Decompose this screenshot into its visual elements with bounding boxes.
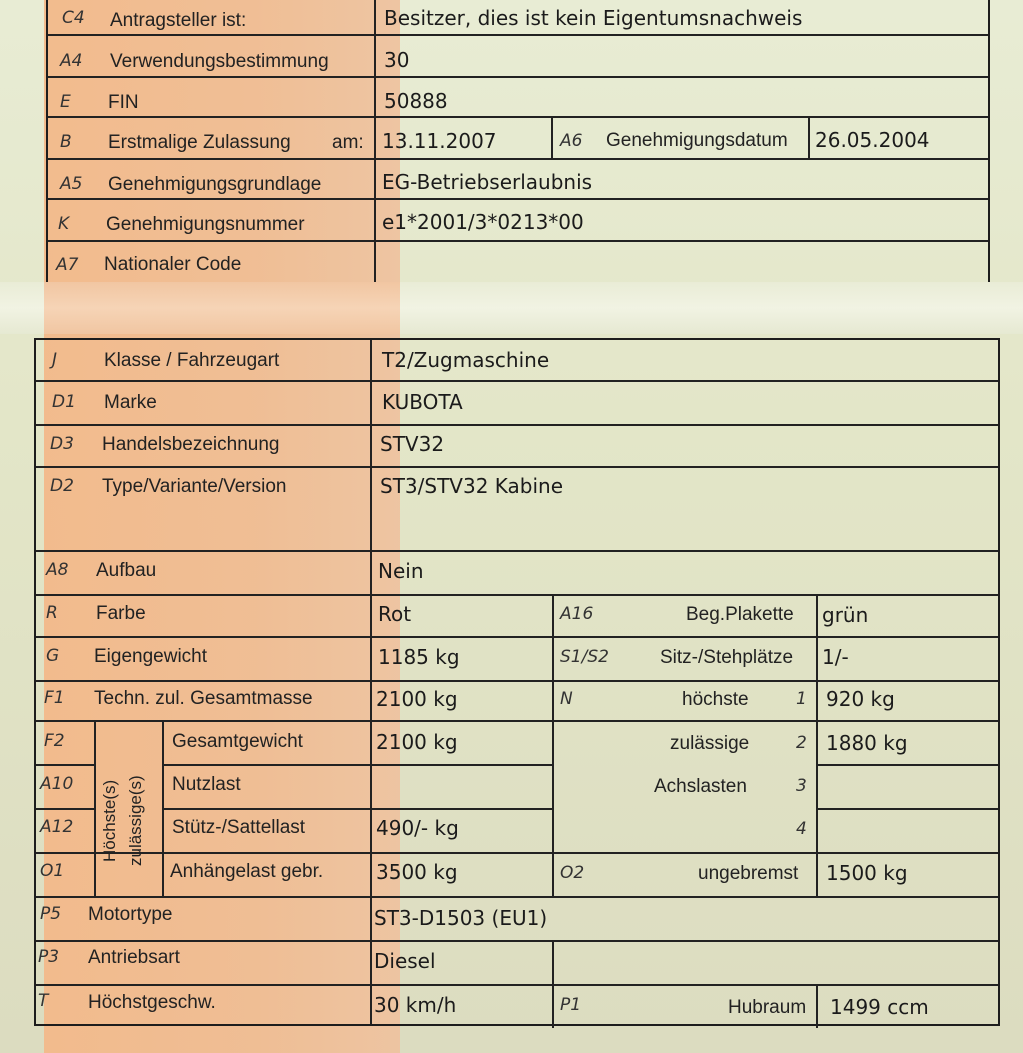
field-code: A16 <box>560 604 594 624</box>
axle-number: 1 <box>796 689 807 709</box>
field-value: 2100 kg <box>376 687 458 711</box>
field-value: EG-Betriebserlaubnis <box>382 170 593 194</box>
field-code: A5 <box>60 174 83 194</box>
field-code: C4 <box>62 8 85 28</box>
field-label: Klasse / Fahrzeugart <box>104 350 280 371</box>
field-code: S1/S2 <box>560 647 609 667</box>
field-label: ungebremst <box>698 863 799 884</box>
field-label: Stütz-/Sattellast <box>172 817 306 838</box>
field-label: Gesamtgewicht <box>172 731 303 752</box>
field-value: e1*2001/3*0213*00 <box>382 210 584 234</box>
field-code: P5 <box>40 904 62 924</box>
field-code: P1 <box>560 995 582 1015</box>
field-code: A8 <box>46 560 69 580</box>
field-label: Genehmigungsdatum <box>606 130 788 151</box>
axle-number: 4 <box>796 819 807 839</box>
field-label: Anhängelast gebr. <box>170 861 324 882</box>
field-code: F1 <box>44 688 65 708</box>
field-label: Aufbau <box>96 560 157 581</box>
axle-number: 3 <box>796 776 807 796</box>
paper-fold-orange <box>44 282 400 334</box>
field-label: Genehmigungsgrundlage <box>108 174 322 195</box>
field-label: Nationaler Code <box>104 254 242 275</box>
field-label: Genehmigungsnummer <box>106 214 305 235</box>
field-value: KUBOTA <box>382 390 463 414</box>
axle-number: 2 <box>796 733 807 753</box>
field-label: Antriebsart <box>88 947 180 968</box>
field-value: Rot <box>378 602 412 626</box>
field-value: Besitzer, dies ist kein Eigentumsnachweis <box>384 6 803 30</box>
vertical-label-hoechste: Höchste(s) <box>100 779 119 862</box>
field-label: Sitz-/Stehplätze <box>660 647 794 668</box>
field-value: Nein <box>378 559 424 583</box>
field-code: A4 <box>60 51 83 71</box>
field-value: 2100 kg <box>376 730 458 754</box>
field-label: Achslasten <box>654 776 747 797</box>
field-code: N <box>560 689 573 709</box>
field-label: Höchstgeschw. <box>88 992 216 1013</box>
field-label: Nutzlast <box>172 774 241 795</box>
vertical-label-zulaessige: zulässige(s) <box>126 775 145 866</box>
field-value: grün <box>822 603 869 627</box>
field-code: A6 <box>560 131 583 151</box>
field-code: G <box>46 646 60 666</box>
field-value: 1499 ccm <box>830 995 929 1019</box>
field-code: B <box>60 132 72 152</box>
field-code: R <box>46 603 58 623</box>
field-value: 30 <box>384 48 410 72</box>
field-value: 1/- <box>822 645 849 669</box>
field-label: Farbe <box>96 603 146 624</box>
field-value: 1880 kg <box>826 731 908 755</box>
field-code: A10 <box>40 774 74 794</box>
field-value: 13.11.2007 <box>382 129 497 153</box>
field-label-suffix: am: <box>332 132 364 153</box>
field-code: T <box>38 991 49 1011</box>
field-label: Erstmalige Zulassung <box>108 132 291 153</box>
field-value: 490/- kg <box>376 816 459 840</box>
field-label: Motortype <box>88 904 173 925</box>
field-code: E <box>60 92 71 112</box>
field-label: Antragsteller ist: <box>110 10 247 31</box>
field-value: 920 kg <box>826 687 895 711</box>
field-label: Beg.Plakette <box>686 604 794 625</box>
field-value: Diesel <box>374 949 436 973</box>
field-value: ST3/STV32 Kabine <box>380 474 564 498</box>
field-value: T2/Zugmaschine <box>382 348 550 372</box>
field-code: A12 <box>40 817 74 837</box>
field-label: FIN <box>108 92 139 113</box>
field-code: F2 <box>44 731 65 751</box>
field-label: Eigengewicht <box>94 646 208 667</box>
field-label: Marke <box>104 392 157 413</box>
field-code: D3 <box>50 434 74 454</box>
field-value: 50888 <box>384 89 448 113</box>
field-code: D2 <box>50 476 74 496</box>
field-code: O1 <box>40 861 65 881</box>
field-code: J <box>52 350 58 370</box>
field-value: 26.05.2004 <box>815 128 930 152</box>
field-value: STV32 <box>380 432 445 456</box>
field-code: A7 <box>56 255 79 275</box>
field-value: 3500 kg <box>376 860 458 884</box>
field-value: 30 km/h <box>374 993 457 1017</box>
field-value: 1185 kg <box>378 645 460 669</box>
field-label: Type/Variante/Version <box>102 476 287 497</box>
field-code: D1 <box>52 392 76 412</box>
field-code: K <box>58 214 70 234</box>
field-value: 1500 kg <box>826 861 908 885</box>
field-value: ST3-D1503 (EU1) <box>374 906 548 930</box>
field-label: Hubraum <box>728 997 807 1018</box>
field-code: O2 <box>560 863 585 883</box>
field-label: Handelsbezeichnung <box>102 434 280 455</box>
field-label: zulässige <box>670 733 750 754</box>
field-label: höchste <box>682 689 749 710</box>
field-code: P3 <box>38 947 60 967</box>
field-label: Techn. zul. Gesamtmasse <box>94 688 313 709</box>
field-label: Verwendungsbestimmung <box>110 51 329 72</box>
